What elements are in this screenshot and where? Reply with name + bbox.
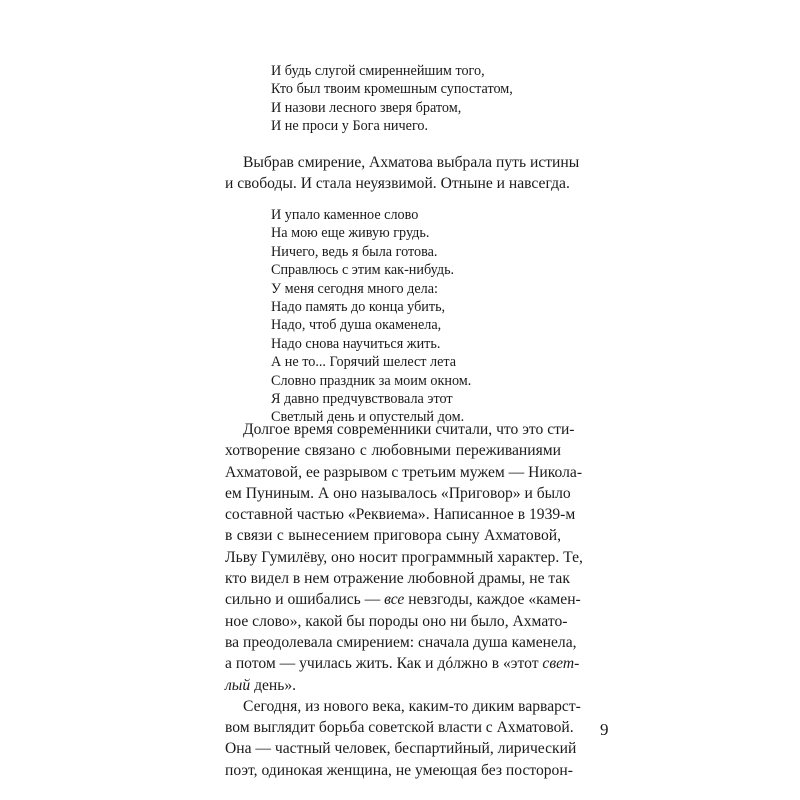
poem-excerpt-2 — [271, 206, 471, 427]
prose-line — [225, 653, 580, 674]
paragraph-2 — [225, 419, 583, 781]
verse-line: Словно праздник за моим окном. — [271, 372, 472, 389]
prose-line: кто видел в нем отражение любовной драмы, не так — [225, 570, 570, 588]
verse-line: И будь слугой смиреннейшим того, — [271, 63, 485, 79]
prose-line: и свободы. И стала неуязвимой. Отныне и навсегда. — [225, 175, 570, 193]
prose-line: ное слово», какой бы породы оно ни было, Ахмато- — [225, 612, 568, 630]
prose-line: ва преодолевала смирением: сначала душа каменела, — [225, 633, 577, 651]
verse-line: Кто был твоим кромешным супостатом, — [271, 81, 513, 98]
prose-line: ем Пуниным. А оно называлось «Приговор» и было — [225, 484, 571, 502]
prose-line: Льву Гумилёву, оно носит программный характер. Те, — [225, 548, 583, 566]
verse-line: Ничего, ведь я была готова. — [271, 243, 438, 260]
verse-line: Надо память до конца убить, — [271, 299, 446, 316]
prose-line: составной частью «Реквиема». Написанное в 1939-м — [225, 506, 576, 524]
italic-emphasis: свет- — [542, 655, 580, 673]
prose-line: вом выглядит борьба советской власти с Ахматовой. — [225, 719, 574, 737]
prose-line: Выбрав смирение, Ахматова выбрала путь истины — [243, 154, 580, 171]
verse-line: На мою еще живую грудь. — [271, 225, 430, 242]
italic-emphasis: лый — [225, 676, 251, 694]
verse-line: Светлый день и опустелый дом. — [271, 409, 465, 426]
prose-line: Сегодня, из нового века, каким-то диким варварст- — [243, 697, 581, 715]
prose-line — [225, 589, 581, 610]
verse-line: Справлюсь с этим как-нибудь. — [271, 262, 455, 279]
prose-line: Долгое время современники считали, что это сти- — [243, 421, 575, 438]
verse-line: А не то... Горячий шелест лета — [271, 354, 457, 371]
text-run: день». — [250, 676, 297, 694]
text-run: невзгоды, каждое «камен- — [404, 591, 581, 609]
text-run: сильно и ошибались — — [225, 591, 385, 609]
verse-line: И не проси у Бога ничего. — [271, 118, 429, 135]
verse-line: Надо, чтоб душа окаменела, — [271, 317, 442, 334]
page-number: 9 — [600, 720, 609, 739]
prose-line: в связи с вынесением приговора сыну Ахматовой, — [225, 527, 561, 545]
text-run: а потом — училась жить. Как и дóлжно в «этот — [225, 655, 543, 673]
poem-excerpt-1 — [271, 62, 513, 136]
prose-line: поэт, одинокая женщина, не умеющая без посторон- — [225, 761, 573, 779]
prose-line: Она — частный человек, беспартийный, лирический — [225, 740, 577, 758]
paragraph-1 — [225, 152, 580, 195]
prose-line — [225, 675, 561, 696]
verse-line: И назови лесного зверя братом, — [271, 99, 462, 116]
verse-line: И упало каменное слово — [271, 207, 419, 223]
italic-emphasis: все — [384, 591, 405, 609]
verse-line: Надо снова научиться жить. — [271, 335, 441, 352]
prose-line: Ахматовой, ее разрывом с третьим мужем — Никола- — [225, 463, 583, 481]
verse-line: Я давно предчувствовала этот — [271, 391, 453, 408]
verse-line: У меня сегодня много дела: — [271, 280, 438, 297]
prose-line: хотворение связано с любовными переживаниями — [225, 442, 561, 460]
